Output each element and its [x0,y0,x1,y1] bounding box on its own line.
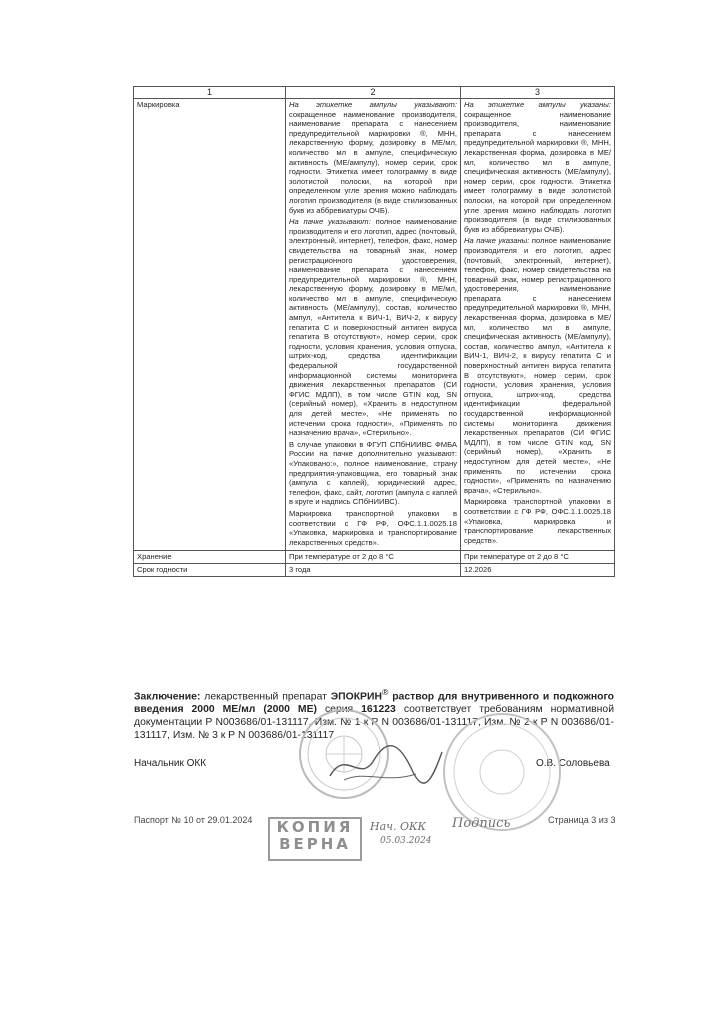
handwritten-note-left: Нач. ОКК [370,820,427,833]
marking-act-box-heading: На пачке указаны: [464,236,530,246]
marking-act-box [464,236,611,495]
marking-requirements-cell [286,99,461,551]
marking-req-box [289,217,457,438]
shelf-life-actual: 12.2026 [461,563,615,576]
handwritten-signature [326,740,446,790]
marking-act-ampoule [464,100,611,234]
marking-act-box-text: полное наименование производителя и его логотип, адрес (почтовый, электронный, интернет), телефон, факс, номер свидетельства на товарный знак, номер регистрационного удостоверения, наименование препарата с нанесением предупредительной маркировки ®, МНН, лекарственная форма, дозировка в МЕ/мл, количество мл в ампуле, специфическая активность (МЕ/ампулу), состав, количество ампул, «Антитела к ВИЧ-1, ВИЧ-2, к вирусу гепатита С и поверхностный антиген вируса гепатита В отсутствуют», номер серии, срок годности, условия хранения, условия отпуска, штрих-код, средства идентификации федеральной государственной информационной системы мониторинга движения лекарственных препаратов (СИ ФГИС МДЛП), в том числе GTIN код, SN (серийный номер), «Хранить в недоступном для детей месте», «Не применять по истечении срока годности», «Применять по назначению врача», «Стерильно». [464,236,611,495]
row-label-marking: Маркировка [134,99,286,551]
header-cell-2: 2 [286,87,461,99]
conclusion-part3: серия [316,704,362,716]
marking-req-repack: В случае упаковки в ФГУП СПбНИИВС ФМБА России на пачке дополнительно указывают: «Упаковано:», полное наименование, страну предприятия-упаковщика, его товарный знак (ампула с каплей), юридический адрес, телефон, факс, сайт, логотип (ампула с каплей в круге и надпись СПбНИИВС). [289,439,457,507]
header-cell-1: 1 [134,87,286,99]
stamp-line-2: ВЕРНА [279,835,351,853]
marking-req-box-text: полное наименование производителя и его логотип, адрес (почтовый, электронный, интернет), телефон, факс, номер свидетельства на товарный знак, номер регистрационного удостоверения, наименование препарата с нанесением предупредительной маркировки ®, МНН, лекарственную форму, дозировку в МЕ/мл, количество мл в ампуле, специфическую активность (МЕ/ампулу), состав, количество ампул, «Антитела к ВИЧ-1, ВИЧ-2, к вирусу гепатита С и поверхностный антиген вируса гепатита В отсутствуют», номер серии, срок годности, условия хранения, условия отпуска, штрих-код, средства идентификации федеральной государственной информационной системы мониторинга движения лекарственных препаратов (СИ ФГИС МДЛП), в том числе GTIN код, SN (серийный номер), «Хранить в недоступном для детей месте», «Не применять по истечении срока годности», «Применять по назначению врача», «Стерильно». [289,217,457,438]
marking-req-ampoule [289,100,457,215]
marking-req-ampoule-heading: На этикетке ампулы указывают: [289,100,457,109]
row-label-storage: Хранение [134,551,286,564]
table-header-row [134,87,615,99]
marking-req-box-heading: На пачке указывают: [289,217,371,227]
conclusion-lead: Заключение: [134,691,201,703]
passport-number: Паспорт № 10 от 29.01.2024 [134,815,253,825]
page-number: Страница 3 из 3 [548,815,616,825]
specification-table [133,86,615,577]
signatory-position: Начальник ОКК [134,758,207,769]
conclusion-drug: ЭПОКРИН [330,691,382,703]
conclusion-part4: соответствует требованиям нормативной документации Р N003686/01-131117, Изм. № 1 к Р N 003686/01-131117, Изм. № 2 к Р N 003686/01-131117, Изм. № 3 к Р N 003686/01-131117 [134,704,614,742]
conclusion-part1: лекарственный препарат [200,691,331,703]
row-label-shelf-life: Срок годности [134,563,286,576]
conclusion-registered-mark: ® [381,687,389,697]
shelf-life-requirement: 3 года [286,563,461,576]
marking-req-transport: Маркировка транспортной упаковки в соответствии с ГФ РФ, ОФС.1.1.0025.18 «Упаковка, маркировка и транспортирование лекарственных средств». [289,508,457,547]
handwritten-date: 05.03.2024 [380,836,432,846]
handwritten-note-right: Подпись [452,816,511,831]
table-row-marking [134,99,615,551]
table-row-shelf-life [134,563,615,576]
table-row-storage [134,551,615,564]
marking-act-ampoule-text: сокращенное наименование производителя, наименование препарата с нанесением предупредительной маркировки ®, МНН, лекарственная форма, дозировка в МЕ/мл, количество мл в ампуле, специфическая активность (МЕ/ампулу), номер серии, срок годности. Этикетка имеет голограмму в виде золотистой полоски, на которой при определенном угле зрения можно наблюдать логотип производителя (в виде стилизованных букв из аббревиатуры ОЧБ). [464,109,611,234]
conclusion-series: 161223 [361,704,396,716]
header-cell-3: 3 [461,87,615,99]
marking-actual-cell [461,99,615,551]
marking-req-ampoule-text: сокращенное наименование производителя, наименование препарата с нанесением предупредительной маркировки ®, МНН, лекарственную форму, дозировку в МЕ/мл, количество мл в ампуле, специфическую активность (МЕ/ампулу), номер серии, срок годности. Этикетка имеет голограмму в виде золотистой полоски, на которой при определенном угле зрения можно наблюдать логотип производителя (в виде стилизованных букв из аббревиатуры ОЧБ). [289,109,457,215]
copy-certified-stamp [268,817,362,861]
conclusion-dose: 2000 МЕ/мл (2000 МЕ) [191,704,317,716]
marking-act-ampoule-heading: На этикетке ампулы указаны: [464,100,611,109]
stamp-line-1: КОПИЯ [276,818,354,836]
signatory-name: О.В. Соловьева [536,758,610,769]
conclusion-part2: раствор для внутривенного и подкожного введения [134,691,614,716]
storage-actual: При температуре от 2 до 8 °С [461,551,615,564]
storage-requirement: При температуре от 2 до 8 °С [286,551,461,564]
marking-act-transport: Маркировка транспортной упаковки в соответствии с ГФ РФ, ОФС.1.1.0025.18 «Упаковка, маркировка и транспортирование лекарственных средств». [464,497,611,545]
